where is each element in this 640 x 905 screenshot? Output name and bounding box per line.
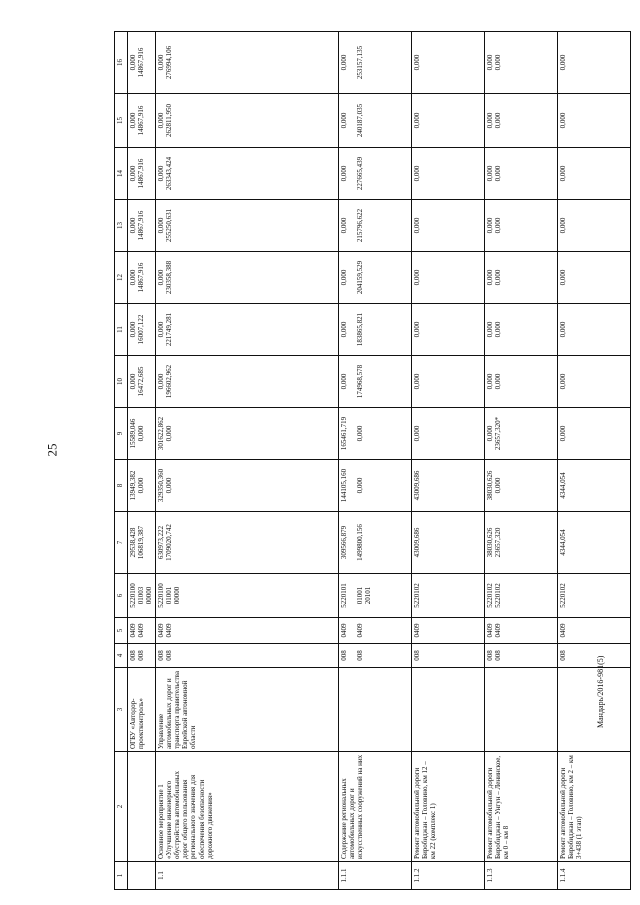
value-cell: 0,000 23657,320* <box>484 408 557 460</box>
table-row <box>128 32 156 890</box>
value-cell: 0,000 0,000 <box>484 32 557 94</box>
measure-name-cell: Ремонт автомобильной дороги Биробиджан – Головино, км 2 – км 3+438 (1 этап) <box>557 752 630 862</box>
table-row <box>484 32 557 890</box>
value-cell: 008 <box>411 644 484 668</box>
value-cell: 5220101 01001 20101 <box>338 574 411 618</box>
row-number-cell: 1.1.4 <box>557 862 630 890</box>
executor-cell: Управление автомобильных дорог и транспорта правительства Еврейской автономной области <box>155 668 338 752</box>
value-cell: 309566,879 1499800,156 <box>338 512 411 574</box>
column-number: 10 <box>115 356 128 408</box>
value-cell: 0,000 0,000 <box>484 304 557 356</box>
value-cell: 5220100 01001 00000 <box>155 574 338 618</box>
value-cell: 0,000 <box>411 252 484 304</box>
value-cell: 0,000 263343,424 <box>155 148 338 200</box>
value-cell: 0,000 <box>557 304 630 356</box>
value-cell: 0,000 14867,916 <box>128 94 156 148</box>
value-cell: 5220102 <box>557 574 630 618</box>
value-cell: 008 <box>557 644 630 668</box>
value-cell: 008 008 <box>484 644 557 668</box>
executor-cell <box>411 668 484 752</box>
row-number-cell: 1.1.3 <box>484 862 557 890</box>
value-cell: 0,000 <box>557 94 630 148</box>
value-cell: 43009,686 <box>411 460 484 512</box>
value-cell: 008 008 <box>155 644 338 668</box>
table-row <box>338 32 411 890</box>
value-cell: 0,000 14867,916 <box>128 252 156 304</box>
document-code: Мандарь/2016-981(5) <box>596 655 605 728</box>
column-number: 16 <box>115 32 128 94</box>
column-number: 9 <box>115 408 128 460</box>
column-number: 15 <box>115 94 128 148</box>
measure-name-cell: Содержание региональных автомобильных дорог и искусственных сооружений на них <box>338 752 411 862</box>
value-cell: 0409 <box>557 618 630 644</box>
value-cell: 0,000 253157,135 <box>338 32 411 94</box>
value-cell: 4344,054 <box>557 460 630 512</box>
value-cell: 0,000 <box>411 32 484 94</box>
value-cell: 301622,862 0,000 <box>155 408 338 460</box>
value-cell: 0409 <box>411 618 484 644</box>
column-number: 14 <box>115 148 128 200</box>
value-cell: 0,000 0,000 <box>484 94 557 148</box>
value-cell: 0,000 <box>411 94 484 148</box>
measure-name-cell: Ремонт автомобильной дороги Биробиджан – Головино, км 12 – км 22 (комплекс 1) <box>411 752 484 862</box>
executor-cell <box>338 668 411 752</box>
value-cell: 0,000 204159,529 <box>338 252 411 304</box>
budget-table <box>114 31 631 890</box>
value-cell: 0,000 14867,916 <box>128 200 156 252</box>
value-cell: 29538,428 106819,387 <box>128 512 156 574</box>
row-number-cell: 1.1 <box>155 862 338 890</box>
table-body <box>128 32 631 890</box>
value-cell: 0,000 262811,950 <box>155 94 338 148</box>
value-cell: 0,000 <box>557 356 630 408</box>
value-cell: 0,000 <box>557 408 630 460</box>
value-cell: 329350,360 0,000 <box>155 460 338 512</box>
row-number-cell: 1.1.1 <box>338 862 411 890</box>
value-cell: 008 008 <box>128 644 156 668</box>
value-cell: 0,000 230358,388 <box>155 252 338 304</box>
column-number: 7 <box>115 512 128 574</box>
measure-name-cell <box>128 752 156 862</box>
value-cell: 0,000 <box>411 356 484 408</box>
executor-cell <box>484 668 557 752</box>
column-number: 3 <box>115 668 128 752</box>
executor-cell <box>557 668 630 752</box>
value-cell: 0,000 227665,439 <box>338 148 411 200</box>
value-cell: 630973,222 1709020,742 <box>155 512 338 574</box>
value-cell: 0,000 183865,821 <box>338 304 411 356</box>
budget-table-container <box>114 32 584 890</box>
value-cell: 0,000 0,000 <box>484 148 557 200</box>
value-cell: 0,000 240187,035 <box>338 94 411 148</box>
value-cell: 0,000 <box>411 200 484 252</box>
value-cell: 38030,626 0,000 <box>484 460 557 512</box>
value-cell: 0,000 276994,106 <box>155 32 338 94</box>
value-cell: 0,000 <box>557 32 630 94</box>
table-row <box>557 32 630 890</box>
value-cell: 0,000 196602,962 <box>155 356 338 408</box>
value-cell: 0,000 14867,916 <box>128 32 156 94</box>
value-cell: 5220102 5220102 <box>484 574 557 618</box>
measure-name-cell: Ремонт автомобильной дороги Биробиджан – Унгун – Ленинское, км 0 – км 8 <box>484 752 557 862</box>
value-cell: 43009,686 <box>411 512 484 574</box>
row-number-cell: 1.1.2 <box>411 862 484 890</box>
column-number: 12 <box>115 252 128 304</box>
value-cell: 0,000 215796,622 <box>338 200 411 252</box>
value-cell: 0409 0409 <box>338 618 411 644</box>
value-cell: 165461,719 0,000 <box>338 408 411 460</box>
value-cell: 0409 0409 <box>484 618 557 644</box>
value-cell: 0,000 <box>411 408 484 460</box>
value-cell: 0,000 <box>411 304 484 356</box>
value-cell: 0,000 <box>557 200 630 252</box>
value-cell: 0,000 <box>557 148 630 200</box>
value-cell: 008 008 <box>338 644 411 668</box>
value-cell: 0,000 <box>557 252 630 304</box>
value-cell: 0,000 14867,916 <box>128 148 156 200</box>
value-cell: 0,000 255250,631 <box>155 200 338 252</box>
value-cell: 0,000 221749,281 <box>155 304 338 356</box>
column-number: 4 <box>115 644 128 668</box>
column-number-row <box>115 32 128 890</box>
value-cell: 5220102 <box>411 574 484 618</box>
value-cell: 144105,160 0,000 <box>338 460 411 512</box>
value-cell: 4344,054 <box>557 512 630 574</box>
column-number: 2 <box>115 752 128 862</box>
column-number: 6 <box>115 574 128 618</box>
row-number-cell <box>128 862 156 890</box>
column-number: 13 <box>115 200 128 252</box>
measure-name-cell: Основное мероприятие 1 «Улучшение инженерного обустройства автомобильных дорог общего пользования регионального значения для обеспечения безопасности дорожного движения» <box>155 752 338 862</box>
value-cell: 0,000 0,000 <box>484 252 557 304</box>
page-number: 25 <box>44 443 60 457</box>
value-cell: 0,000 0,000 <box>484 356 557 408</box>
value-cell: 0409 0409 <box>128 618 156 644</box>
column-number: 1 <box>115 862 128 890</box>
value-cell: 0,000 16472,685 <box>128 356 156 408</box>
value-cell: 0,000 <box>411 148 484 200</box>
value-cell: 13949,382 0,000 <box>128 460 156 512</box>
value-cell: 0409 0409 <box>155 618 338 644</box>
executor-cell: ОГБУ «Автодор-проектконтроль» <box>128 668 156 752</box>
value-cell: 0,000 0,000 <box>484 200 557 252</box>
rotated-table <box>114 32 584 890</box>
column-number: 8 <box>115 460 128 512</box>
column-number: 5 <box>115 618 128 644</box>
value-cell: 0,000 174968,578 <box>338 356 411 408</box>
column-number: 11 <box>115 304 128 356</box>
value-cell: 38030,626 23657,320 <box>484 512 557 574</box>
value-cell: 5220100 01003 00000 <box>128 574 156 618</box>
table-row <box>411 32 484 890</box>
value-cell: 0,000 16007,122 <box>128 304 156 356</box>
value-cell: 15589,046 0,000 <box>128 408 156 460</box>
table-row <box>155 32 338 890</box>
